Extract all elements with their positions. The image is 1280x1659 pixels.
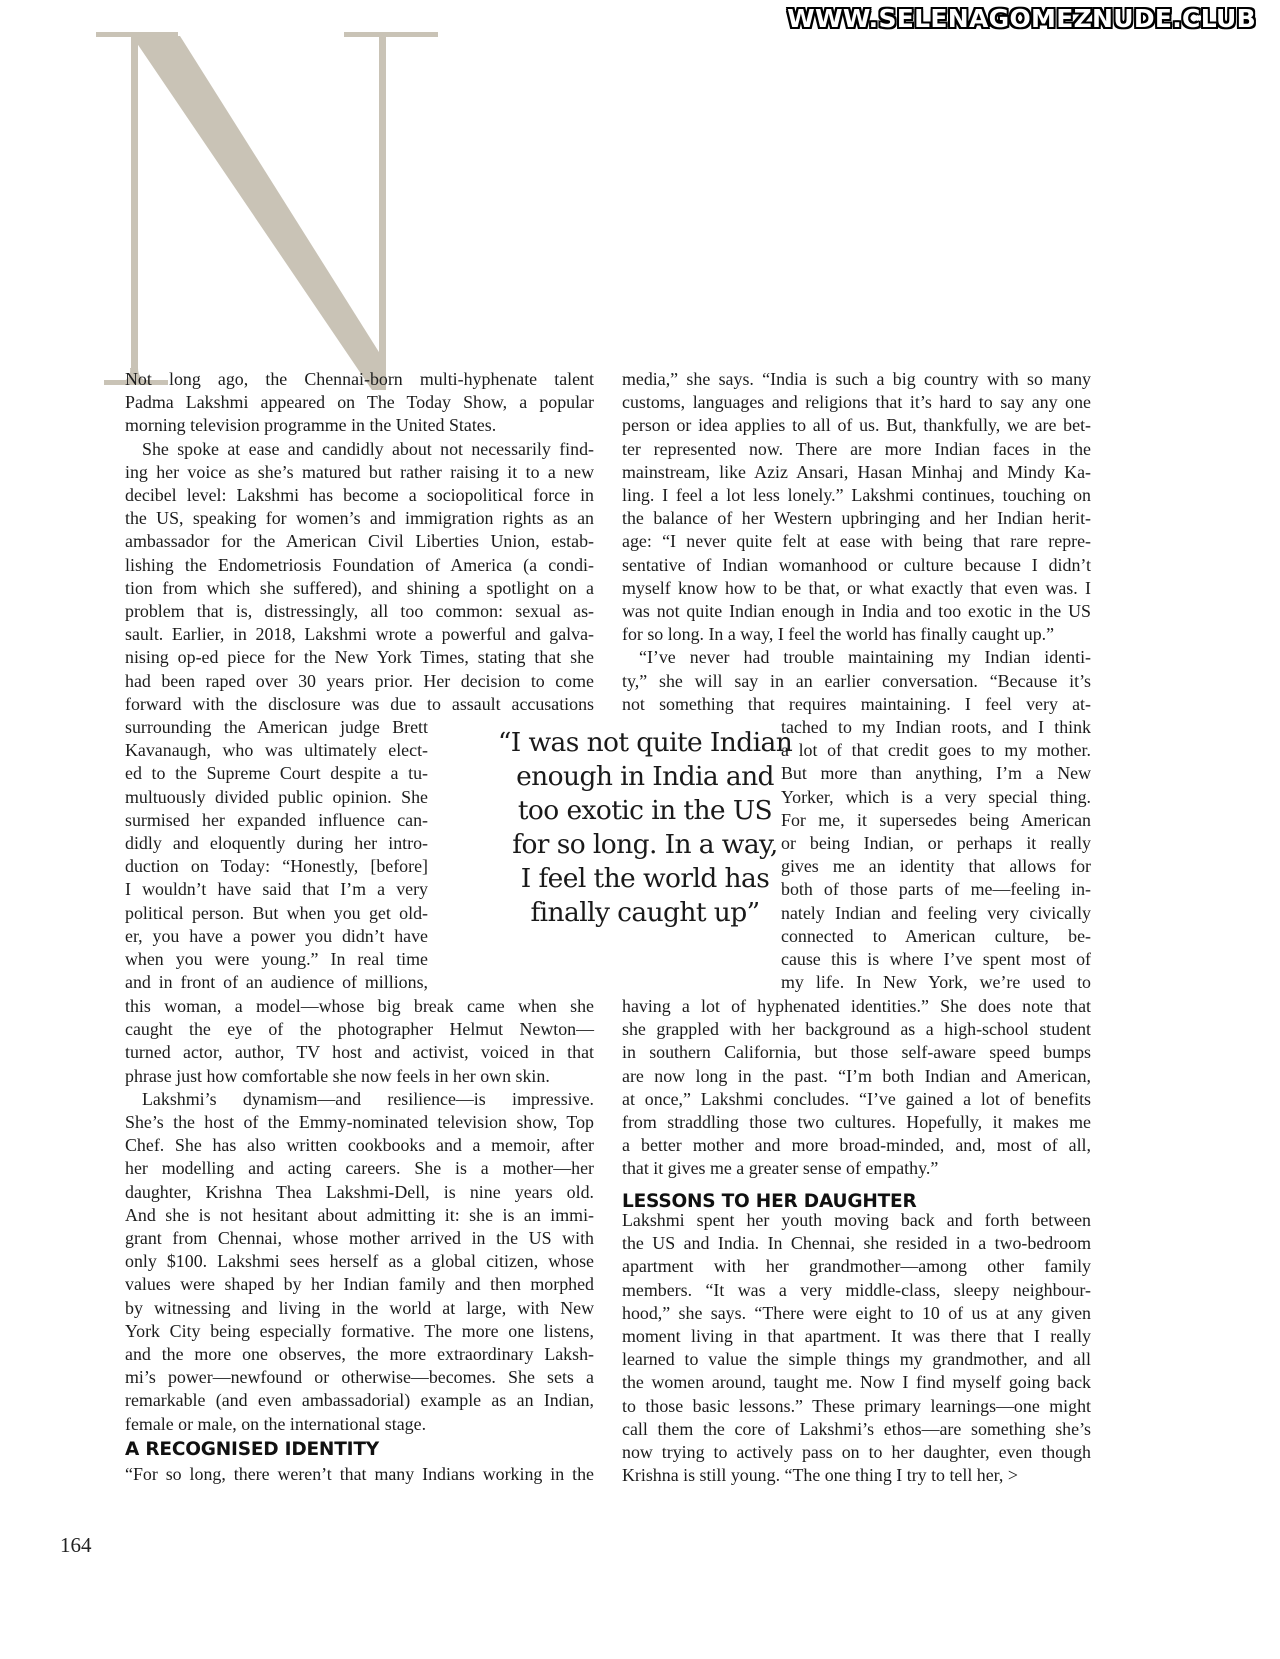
paragraph-line: my life. In New York, we’re used to [781,972,1091,993]
paragraph-line: hood,” she says. “There were eight to 10 of us at any given [622,1302,1091,1323]
paragraph-line: the balance of her Western upbringing and her Indian herit- [622,508,1091,529]
paragraph-line: apartment with her grandmother—among other family [622,1256,1091,1277]
paragraph-line: And she is not hesitant about admitting it: she is an immi- [125,1204,594,1225]
pull-quote [470,726,820,930]
paragraph-line: Lakshmi spent her youth moving back and forth between [622,1210,1091,1230]
paragraph-line: members. “It was a very middle-class, sleepy neighbour- [622,1279,1091,1300]
paragraph-line: a lot of that credit goes to my mother. [781,740,1091,761]
paragraph-line: sentative of Indian womanhood or culture because I didn’t [622,554,1091,575]
paragraph-line: the US, speaking for women’s and immigration rights as an [125,508,594,529]
paragraph-line: She spoke at ease and candidly about not necessarily find- [142,438,594,459]
paragraph-line: sault. Earlier, in 2018, Lakshmi wrote a powerful and galva- [125,624,594,645]
paragraph-line: only $100. Lakshmi sees herself as a global citizen, whose [125,1251,594,1272]
paragraph-line: female or male, on the international stage. [125,1413,427,1434]
paragraph-line: ed to the Supreme Court despite a tu- [125,763,428,784]
paragraph-line: “I’ve never had trouble maintaining my Indian identi- [639,647,1091,668]
paragraph-line: Chef. She has also written cookbooks and a memoir, after [125,1135,594,1156]
paragraph-line: Not long ago, the Chennai-born multi-hyphenate talent [125,369,594,389]
paragraph-line: tached to my Indian roots, and I think [781,717,1091,737]
paragraph-line: ing her voice as she’s matured but rather raising it to a new [125,461,594,482]
paragraph-line: in southern California, but those self-aware speed bumps [622,1042,1091,1063]
paragraph-line: had been raped over 30 years prior. Her decision to come [125,670,594,691]
paragraph-line: to those basic lessons.” These primary learnings—one might [622,1395,1091,1416]
paragraph-line: daughter, Krishna Thea Lakshmi-Dell, is nine years old. [125,1181,594,1202]
paragraph-line: person or idea applies to all of us. But, thankfully, we are bet- [622,415,1091,436]
paragraph-line: I wouldn’t have said that I’m a very [125,879,428,900]
paragraph-line: lishing the Endometriosis Foundation of America (a condi- [125,554,594,575]
paragraph-line: nising op-ed piece for the New York Times, stating that she [125,647,594,668]
paragraph-line: Padma Lakshmi appeared on The Today Show, a popular [125,392,594,413]
paragraph-line: that it gives me a greater sense of empathy.” [622,1158,939,1179]
paragraph-line: phrase just how comfortable she now feels in her own skin. [125,1065,550,1086]
paragraph-line: and in front of an audience of millions, [125,972,428,993]
paragraph-line: problem that is, distressingly, all too common: sexual as- [125,601,594,622]
pull-quote-line: too exotic in the US [517,795,773,826]
right-column-lower [622,1209,1091,1487]
paragraph-line: mi’s power—newfound or otherwise—becomes. She sets a [125,1367,594,1388]
paragraph-line: turned actor, author, TV host and activist, voiced in that [125,1042,594,1063]
paragraph-line: ter represented now. There are more Indian faces in the [622,438,1091,459]
paragraph-line: But more than anything, I’m a New [781,763,1091,784]
paragraph-line: now trying to actively pass on to her daughter, even though [622,1442,1091,1463]
paragraph-line: ty,” she will say in an earlier conversation. “Because it’s [622,670,1091,691]
paragraph-line: she grappled with her background as a high-school student [622,1019,1091,1040]
left-column-lower [125,995,594,1436]
paragraph-line: from straddling those two cultures. Hopefully, it makes me [622,1112,1091,1133]
right-column-upper [622,368,1091,716]
page-number: 164 [60,1533,92,1557]
paragraph-line: political person. But when you get old- [125,902,428,923]
paragraph-line: “For so long, there weren’t that many Indians working in the [125,1464,594,1484]
paragraph-line: myself know how to be that, or what exactly that even was. I [622,577,1091,598]
paragraph-line: For me, it supersedes being American [781,809,1091,830]
pull-quote-line: finally caught up” [530,897,760,928]
paragraph-line: media,” she says. “India is such a big country with so many [622,369,1091,389]
left-column-narrow [125,716,428,994]
right-column-middle [622,995,1091,1181]
paragraph-line: age: “I never quite felt at ease with being that rare repre- [622,531,1091,552]
paragraph-line: when you were young.” In real time [125,949,428,970]
paragraph-line: having a lot of hyphenated identities.” She does note that [622,996,1091,1016]
paragraph-line: the women around, taught me. Now I find myself going back [622,1372,1091,1393]
paragraph-line: grant from Chennai, whose mother arrived in the US with [125,1228,594,1249]
paragraph-line: forward with the disclosure was due to assault accusations [125,693,594,714]
paragraph-line: are now long in the past. “I’m both Indian and American, [622,1065,1091,1086]
paragraph-line: surrounding the American judge Brett [125,717,428,737]
paragraph-line: Kavanaugh, who was ultimately elect- [125,740,428,761]
paragraph-line: cause this is where I’ve spent most of [781,949,1091,970]
paragraph-line: decibel level: Lakshmi has become a sociopolitical force in [125,485,594,506]
paragraph-line: gives me an identity that allows for [781,856,1091,877]
paragraph-line: Krishna is still young. “The one thing I try to tell her, > [622,1465,1018,1486]
paragraph-line: multuously divided public opinion. She [125,786,428,807]
watermark: WWW.SELENAGOMEZNUDE.CLUB [787,4,1256,33]
paragraph-line: customs, languages and religions that it’s hard to say any one [622,392,1091,413]
paragraph-line: duction on Today: “Honestly, [before] [125,856,428,877]
paragraph-line: her modelling and acting careers. She is a mother—her [125,1158,594,1179]
paragraph-line: or being Indian, or perhaps it really [781,833,1091,854]
right-column-narrow [781,716,1091,994]
left-column-upper [125,368,594,716]
section-heading-recognised-identity: A RECOGNISED IDENTITY [125,1439,379,1460]
paragraph-line: at once,” Lakshmi concludes. “I’ve gained a lot of benefits [622,1088,1091,1109]
paragraph-line: ambassador for the American Civil Liberties Union, estab- [125,531,594,552]
paragraph-line: was not quite Indian enough in India and too exotic in the US [622,601,1091,622]
paragraph-line: learned to value the simple things my grandmother, and all [622,1349,1091,1370]
section-heading-lessons: LESSONS TO HER DAUGHTER [622,1191,917,1212]
paragraph-line: er, you have a power you didn’t have [125,925,428,946]
paragraph-line: She’s the host of the Emmy-nominated television show, Top [125,1112,594,1133]
paragraph-line: remarkable (and even ambassadorial) example as an Indian, [125,1390,594,1411]
paragraph-line: tion from which she suffered), and shining a spotlight on a [125,577,594,598]
paragraph-line: this woman, a model—whose big break came when she [125,996,594,1016]
pull-quote-line: for so long. In a way, [512,829,778,860]
paragraph-line: Yorker, which is a very special thing. [781,786,1091,807]
drop-cap-letter [96,30,439,390]
paragraph-line: call them the core of Lakshmi’s ethos—are something she’s [622,1418,1091,1439]
paragraph-line: both of those parts of me—feeling in- [781,879,1091,900]
paragraph-line: by witnessing and living in the world at large, with New [125,1297,594,1318]
paragraph-line: didly and eloquently during her intro- [125,833,428,854]
pull-quote-line: I feel the world has [520,863,770,894]
paragraph-line: mainstream, like Aziz Ansari, Hasan Minhaj and Mindy Ka- [622,461,1091,482]
paragraph-line: Lakshmi’s dynamism—and resilience—is impressive. [142,1088,594,1109]
paragraph-line: ling. I feel a lot less lonely.” Lakshmi continues, touching on [622,485,1091,506]
paragraph-line: moment living in that apartment. It was there that I really [622,1326,1091,1347]
paragraph-line: surmised her expanded influence can- [125,809,428,830]
paragraph-line: values were shaped by her Indian family and then morphed [125,1274,594,1295]
paragraph-line: and the more one observes, the more extraordinary Laksh- [125,1344,594,1365]
paragraph-line: nately Indian and feeling very civically [781,902,1091,923]
paragraph-line: a better mother and more broad-minded, and, most of all, [622,1135,1091,1156]
paragraph-line: caught the eye of the photographer Helmut Newton— [125,1019,594,1040]
left-column-after-heading [125,1463,594,1486]
paragraph-line: the US and India. In Chennai, she resided in a two-bedroom [622,1233,1091,1254]
paragraph-line: York City being especially formative. The more one listens, [125,1320,594,1341]
pull-quote-line: enough in India and [516,761,774,792]
paragraph-line: for so long. In a way, I feel the world has finally caught up.” [622,624,1055,645]
pull-quote-line: “I was not quite Indian [497,727,793,758]
paragraph-line: not something that requires maintaining. I feel very at- [622,693,1091,714]
paragraph-line: morning television programme in the United States. [125,415,497,436]
paragraph-line: connected to American culture, be- [781,925,1091,946]
